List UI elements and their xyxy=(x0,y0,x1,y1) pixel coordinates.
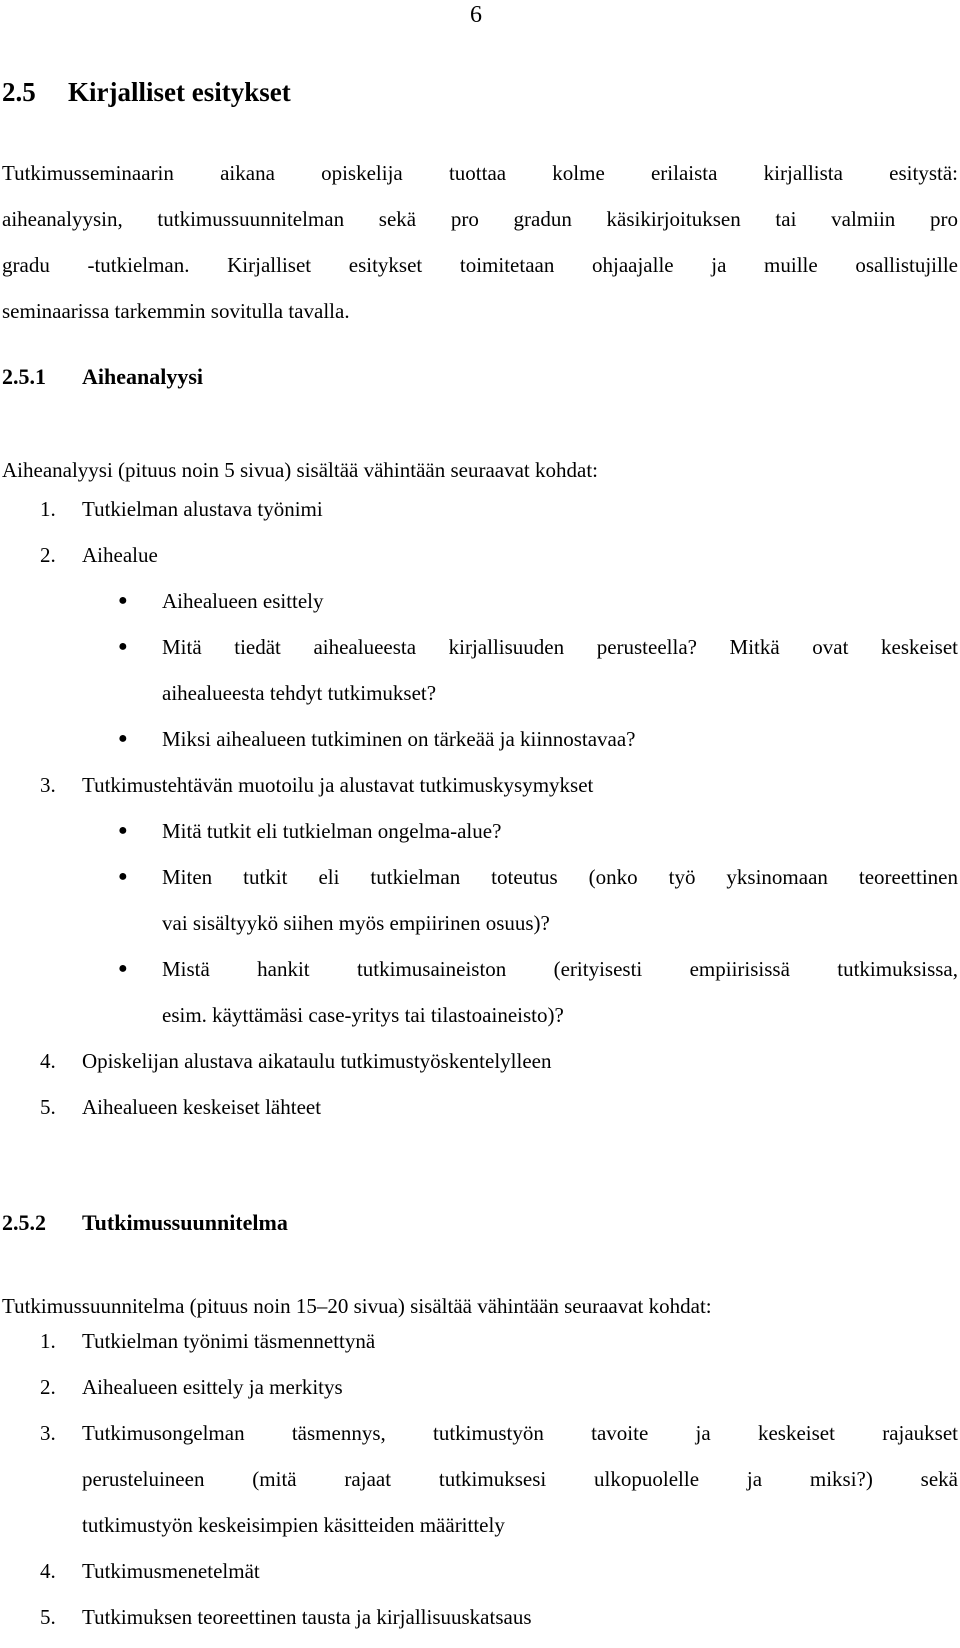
aiheanalyysi-list xyxy=(0,486,960,1130)
bullet-item xyxy=(0,854,960,946)
section-paragraph xyxy=(2,150,958,334)
bullet-item xyxy=(0,808,960,854)
bullet-item xyxy=(0,578,960,624)
subsection-title: Aiheanalyysi xyxy=(82,364,204,389)
subsection-title: Tutkimussuunnitelma xyxy=(82,1210,288,1235)
list-marker: 3. xyxy=(40,773,56,797)
bullet-text: esim. käyttämäsi case-yritys tai tilastoaineisto)? xyxy=(162,1003,564,1027)
page-number: 6 xyxy=(470,2,482,28)
subsection-number: 2.5.1 xyxy=(2,364,46,389)
bullet-text: Mistä hankit tutkimusaineiston (erityisesti empiirisissä tutkimuksissa, xyxy=(162,957,958,981)
section-heading xyxy=(2,74,291,110)
list-marker: 2. xyxy=(40,1375,56,1399)
list-item xyxy=(0,1318,960,1364)
bullet-icon: ● xyxy=(118,822,128,839)
subsection-heading-tutkimussuunnitelma xyxy=(2,1208,288,1238)
paragraph-line: aiheanalyysin, tutkimussuunnitelman sekä pro gradun käsikirjoituksen tai valmiin pro xyxy=(2,207,958,231)
list-item-text: perusteluineen (mitä rajaat tutkimuksesi ulkopuolelle ja miksi?) sekä xyxy=(82,1467,958,1491)
bullet-item xyxy=(0,716,960,762)
list-item xyxy=(0,1548,960,1594)
bullet-text: vai sisältyykö siihen myös empiirinen osuus)? xyxy=(162,911,550,935)
list-marker: 4. xyxy=(40,1049,56,1073)
bullet-icon: ● xyxy=(118,638,128,655)
list-marker: 4. xyxy=(40,1559,56,1583)
subsection-intro: Aiheanalyysi (pituus noin 5 sivua) sisältää vähintään seuraavat kohdat: xyxy=(2,458,599,482)
tutkimussuunnitelma-list xyxy=(0,1318,960,1640)
list-item-text: Aihealueen esittely ja merkitys xyxy=(82,1375,343,1399)
list-item xyxy=(0,762,960,808)
list-item xyxy=(0,1410,960,1548)
list-marker: 1. xyxy=(40,497,56,521)
list-item-text: Aihealueen keskeiset lähteet xyxy=(82,1095,322,1119)
bullet-text: Miten tutkit eli tutkielman toteutus (onko työ yksinomaan teoreettinen xyxy=(162,865,958,889)
subsection-intro: Tutkimussuunnitelma (pituus noin 15–20 sivua) sisältää vähintään seuraavat kohdat: xyxy=(2,1294,712,1318)
list-marker: 5. xyxy=(40,1605,56,1629)
list-marker: 2. xyxy=(40,543,56,567)
list-item-text: Tutkimusongelman täsmennys, tutkimustyön tavoite ja keskeiset rajaukset xyxy=(82,1421,958,1445)
list-item-text: Tutkielman alustava työnimi xyxy=(82,497,323,521)
list-item xyxy=(0,1038,960,1084)
bullet-text: Miksi aihealueen tutkiminen on tärkeää ja kiinnostavaa? xyxy=(162,727,636,751)
subsection-heading-aiheanalyysi xyxy=(2,362,203,392)
bullet-icon: ● xyxy=(118,868,128,885)
list-item xyxy=(0,1364,960,1410)
bullet-icon: ● xyxy=(118,730,128,747)
bullet-text: Mitä tiedät aihealueesta kirjallisuuden perusteella? Mitkä ovat keskeiset xyxy=(162,635,958,659)
paragraph-line: Tutkimusseminaarin aikana opiskelija tuottaa kolme erilaista kirjallista esitystä: xyxy=(2,161,958,185)
list-item-text: tutkimustyön keskeisimpien käsitteiden määrittely xyxy=(82,1513,505,1537)
list-marker: 5. xyxy=(40,1095,56,1119)
list-item-text: Tutkimustehtävän muotoilu ja alustavat tutkimuskysymykset xyxy=(82,773,594,797)
subsection-number: 2.5.2 xyxy=(2,1210,46,1235)
list-item xyxy=(0,1084,960,1130)
list-marker: 3. xyxy=(40,1421,56,1445)
bullet-text: Aihealueen esittely xyxy=(162,589,324,613)
list-item xyxy=(0,532,960,578)
bullet-item xyxy=(0,946,960,1038)
bullet-text: aihealueesta tehdyt tutkimukset? xyxy=(162,681,437,705)
paragraph-line: gradu -tutkielman. Kirjalliset esitykset toimitetaan ohjaajalle ja muille osallistujille xyxy=(2,253,958,277)
list-item xyxy=(0,486,960,532)
list-item-text: Tutkimusmenetelmät xyxy=(82,1559,260,1583)
list-marker: 1. xyxy=(40,1329,56,1353)
bullet-item xyxy=(0,624,960,716)
section-number: 2.5 xyxy=(2,77,36,107)
paragraph-line: seminaarissa tarkemmin sovitulla tavalla. xyxy=(2,299,350,323)
list-item-text: Aihealue xyxy=(82,543,158,567)
list-item xyxy=(0,1594,960,1640)
list-item-text: Opiskelijan alustava aikataulu tutkimustyöskentelylleen xyxy=(82,1049,552,1073)
list-item-text: Tutkimuksen teoreettinen tausta ja kirjallisuuskatsaus xyxy=(82,1605,532,1629)
section-title: Kirjalliset esitykset xyxy=(68,77,291,107)
bullet-icon: ● xyxy=(118,960,128,977)
bullet-text: Mitä tutkit eli tutkielman ongelma-alue? xyxy=(162,819,502,843)
list-item-text: Tutkielman työnimi täsmennettynä xyxy=(82,1329,376,1353)
bullet-icon: ● xyxy=(118,592,128,609)
